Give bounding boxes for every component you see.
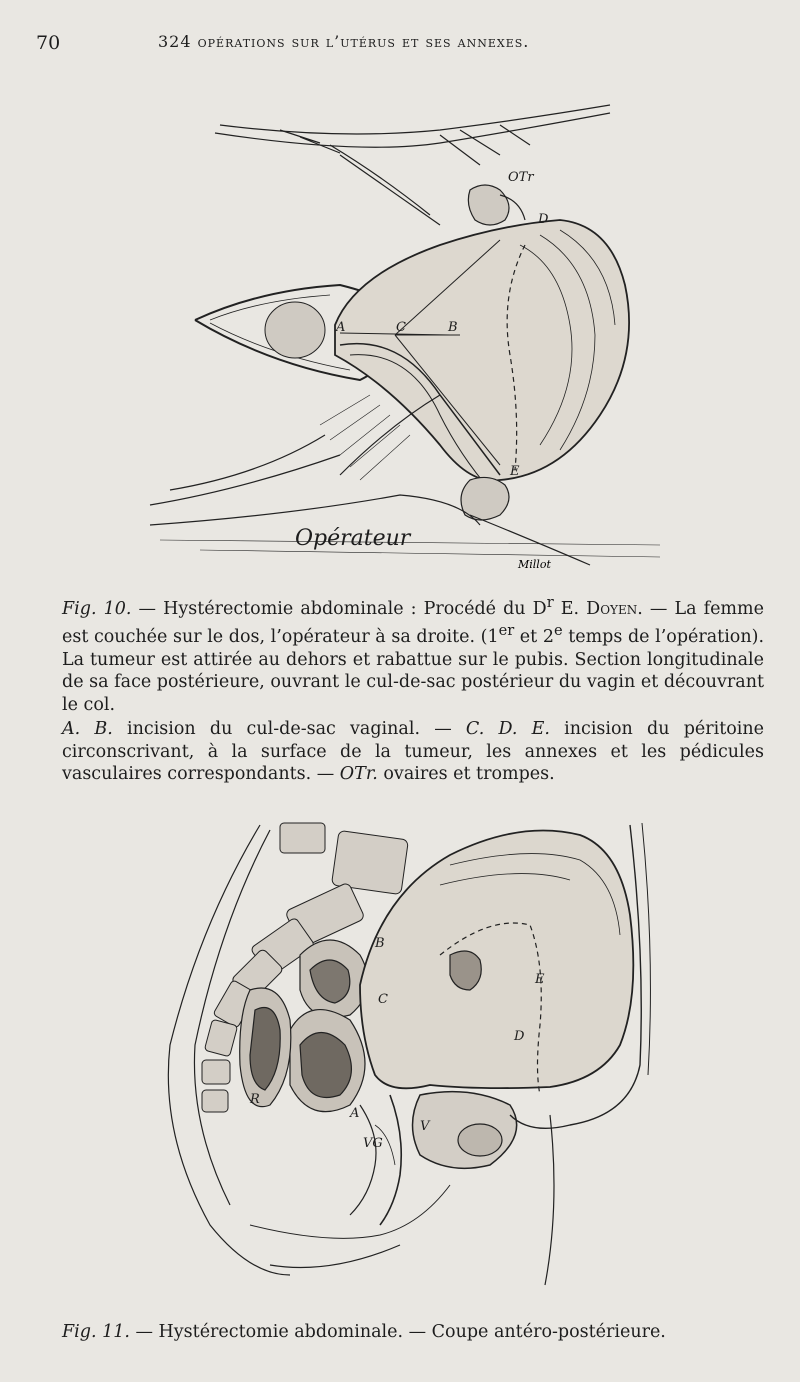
label-operateur: Opérateur <box>295 526 411 551</box>
figure-10-illustration <box>140 95 660 580</box>
caption-paragraph-1: Fig. 10. — Hystérectomie abdominale : Procédé du $D^r$ E. Doyen. — La femme est couchée sur le dos, l’opérateur à sa droite. (1er et 2e temps de l’opération). La tumeur est attirée au dehors et rabattue sur le pubis. Section longitudinale de sa face postérieure, ouvrant le cul-de-sac postérieur du vagin et découvrant le col. <box>62 594 765 715</box>
label-vg: VG <box>363 1136 383 1151</box>
label-d: D <box>514 1029 525 1044</box>
page-header <box>0 32 800 58</box>
label-a: A <box>350 1106 360 1121</box>
label-c: C <box>396 320 406 335</box>
figure-10-caption <box>62 592 764 786</box>
fig-11-label: Fig. 11. <box>62 1322 130 1342</box>
fig-10-label: Fig. 10. <box>62 598 132 619</box>
label-a: A <box>336 320 346 335</box>
label-c: C <box>378 992 388 1007</box>
figure-11-illustration <box>150 805 670 1310</box>
figure-11-caption <box>62 1322 762 1342</box>
artist-signature: Millot <box>518 558 551 571</box>
doctor-name: E. Doyen. <box>553 598 643 619</box>
label-e: E <box>535 972 545 987</box>
label-v: V <box>420 1119 430 1134</box>
label-d: D <box>538 212 549 227</box>
label-b: B <box>448 320 458 335</box>
label-b: B <box>375 936 385 951</box>
page-number: 70 <box>36 32 61 54</box>
fig-10-title: Hystérectomie abdominale : Procédé du D <box>163 598 547 619</box>
running-title: 324 opérations sur l’utérus et ses annexes. <box>158 32 530 51</box>
fig-11-text: — Hystérectomie abdominale. — Coupe antéro-postérieure. <box>129 1322 666 1342</box>
label-otr: OTr <box>508 170 534 185</box>
label-r: R <box>250 1092 260 1107</box>
caption-paragraph-2: A. B. incision du cul-de-sac vaginal. — C. D. E. incision du péritoine circonscrivant, à la surface de la tumeur, les annexes et les pédicules vasculaires correspondants. — OTr. ovaires et trompes. <box>62 719 765 785</box>
label-e: E <box>510 464 520 479</box>
